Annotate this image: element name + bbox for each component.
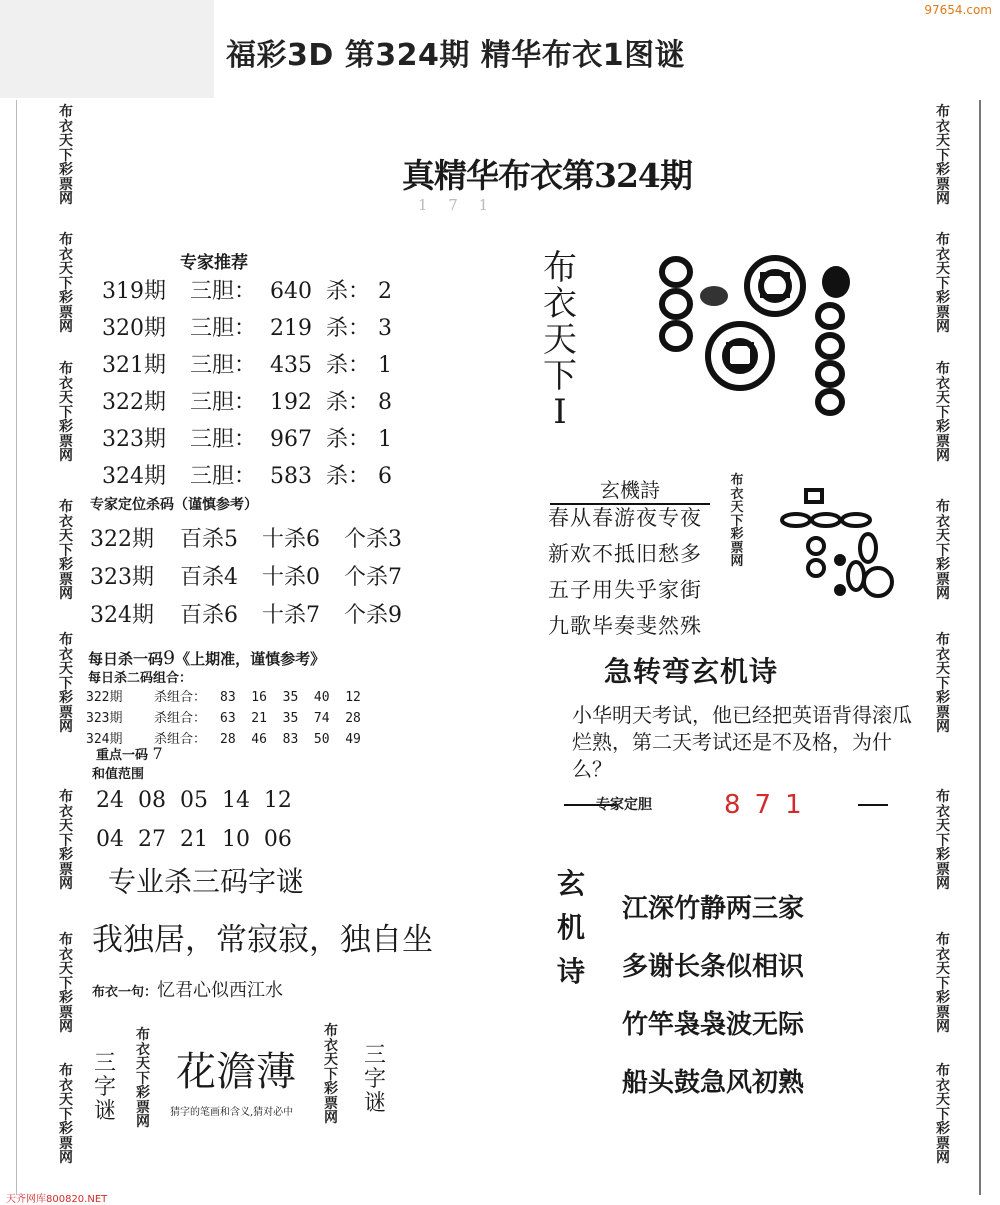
daily-kill-combos: 28 46 83 50 49 <box>220 732 361 747</box>
expert-row-nums: 967 <box>270 427 312 452</box>
watermark-stack-left: 布 衣 天 下 彩 票 网 <box>59 232 73 335</box>
three-char-note: 猜字的笔画和含义,猜对必中 <box>170 1107 294 1118</box>
expert-row <box>102 348 392 379</box>
key-code-label: 重点一码 <box>96 748 149 763</box>
watermark-stack-right: 布 衣 天 下 彩 票 网 <box>936 789 950 892</box>
daily-kill-row <box>86 707 361 726</box>
daily-kill-row <box>86 686 361 705</box>
watermark-stack-right: 布 衣 天 下 彩 票 网 <box>936 104 950 207</box>
three-char-answer: 花澹薄 <box>176 1049 296 1095</box>
coin-puzzle-image-2 <box>776 486 906 606</box>
expert-row-kill: 3 <box>378 316 392 341</box>
sum-range-row-1: 24 08 05 14 12 <box>96 788 292 813</box>
xuanji-poem-line: 船头鼓急风初熟 <box>622 1068 805 1098</box>
position-kill-row <box>90 522 402 553</box>
watermark-stack-left: 布 衣 天 下 彩 票 网 <box>59 104 73 207</box>
daily-kill-one-note: 《上期准，谨慎参考》 <box>175 650 326 668</box>
expert-title: 专家推荐 <box>180 253 248 273</box>
position-kill-period: 323期 <box>90 565 154 590</box>
expert-row-nums: 640 <box>270 279 312 304</box>
watermark-stack-right: 布 衣 天 下 彩 票 网 <box>936 232 950 335</box>
footer-mark[interactable]: 天齐网库800820.NET <box>6 1194 108 1205</box>
position-kill-period: 322期 <box>90 527 154 552</box>
daily-kill-combos: 63 21 35 74 28 <box>220 711 361 726</box>
three-char-label-left: 三 字 谜 <box>93 1051 116 1124</box>
expert-dan-label: 专家定胆 <box>596 797 652 813</box>
expert-row-nums: 435 <box>270 353 312 378</box>
expert-row <box>102 385 392 416</box>
watermark-stack-right: 布 衣 天 下 彩 票 网 <box>936 361 950 464</box>
coin-puzzle-image <box>650 238 880 423</box>
expert-row <box>102 274 392 305</box>
daily-kill-period: 323期 <box>86 711 123 726</box>
daily-kill-one-value: 9 <box>163 647 176 669</box>
expert-row-kill: 1 <box>378 427 392 452</box>
expert-row-kill: 8 <box>378 390 392 415</box>
expert-row-label: 三胆： <box>190 316 257 341</box>
expert-row-kill-label: 杀： <box>326 316 371 341</box>
expert-dan-digits: 871 <box>724 790 816 820</box>
daily-kill-period: 322期 <box>86 690 123 705</box>
xuanji-poem-vertical-label: 玄 机 诗 <box>556 867 585 988</box>
teaser-title: 急转弯玄机诗 <box>604 655 779 688</box>
xuanji-line: 春从春游夜专夜 <box>548 506 702 530</box>
inner-watermark-left: 布 衣 天 下 彩 票 网 <box>136 1027 150 1130</box>
divider-right <box>858 804 888 806</box>
expert-row-period: 323期 <box>102 427 166 452</box>
site-badge[interactable]: 97654.com <box>920 2 996 18</box>
watermark-stack-left: 布 衣 天 下 彩 票 网 <box>59 632 73 735</box>
position-kill-bai: 百杀6 <box>180 603 238 628</box>
expert-row-nums: 219 <box>270 316 312 341</box>
xuanji-poem-line: 江深竹静两三家 <box>622 894 805 924</box>
xuanji-title: 玄機詩 <box>550 474 710 505</box>
daily-kill-label: 杀组合： <box>154 690 207 705</box>
position-kill-ge: 个杀7 <box>344 565 402 590</box>
riddle-line: 我独居，常寂寂，独自坐 <box>92 922 433 958</box>
expert-row-period: 319期 <box>102 279 166 304</box>
watermark-stack-left: 布 衣 天 下 彩 票 网 <box>59 1063 73 1166</box>
position-kill-shi: 十杀7 <box>262 603 320 628</box>
riddle-title: 专业杀三码字谜 <box>108 865 305 898</box>
expert-row-nums: 583 <box>270 464 312 489</box>
buyi-sentence-label: 布衣一句： <box>92 985 158 1000</box>
xuanji-line: 新欢不抵旧愁多 <box>548 542 702 566</box>
expert-row-kill: 6 <box>378 464 392 489</box>
expert-row-period: 320期 <box>102 316 166 341</box>
position-kill-row <box>90 560 402 591</box>
watermark-stack-right: 布 衣 天 下 彩 票 网 <box>936 1063 950 1166</box>
expert-row-kill: 2 <box>378 279 392 304</box>
inner-watermark-right: 布 衣 天 下 彩 票 网 <box>324 1023 338 1126</box>
sheet-title: 真精华布衣第324期 <box>402 156 692 195</box>
page-title: 福彩3D 第324期 精华布衣1图谜 <box>226 38 686 73</box>
expert-row-label: 三胆： <box>190 464 257 489</box>
inner-watermark-xuanji: 布 衣 天 下 彩 票 网 <box>730 473 744 569</box>
expert-row-nums: 192 <box>270 390 312 415</box>
expert-row-kill-label: 杀： <box>326 427 371 452</box>
xuanji-line: 九歌毕奏斐然殊 <box>548 614 702 638</box>
daily-kill-one <box>88 647 325 669</box>
sum-range-row-2: 04 27 21 10 06 <box>96 827 292 852</box>
position-kill-ge: 个杀9 <box>344 603 402 628</box>
key-code <box>96 744 163 763</box>
daily-kill-label: 杀组合： <box>154 711 207 726</box>
expert-row-kill-label: 杀： <box>326 279 371 304</box>
buyi-sentence <box>92 976 283 1002</box>
daily-kill-two-title: 每日杀二码组合： <box>88 671 193 686</box>
expert-row-kill-label: 杀： <box>326 390 371 415</box>
expert-row <box>102 311 392 342</box>
expert-row <box>102 459 392 490</box>
expert-row-label: 三胆： <box>190 427 257 452</box>
buyi-sentence-text: 忆君心似西江水 <box>157 980 284 1001</box>
position-kill-row <box>90 598 402 629</box>
daily-kill-period: 324期 <box>86 732 123 747</box>
watermark-stack-left: 布 衣 天 下 彩 票 网 <box>59 361 73 464</box>
watermark-stack-right: 布 衣 天 下 彩 票 网 <box>936 499 950 602</box>
position-kill-bai: 百杀4 <box>180 565 238 590</box>
faint-numbers: 1 7 1 <box>418 196 497 214</box>
watermark-stack-right: 布 衣 天 下 彩 票 网 <box>936 932 950 1035</box>
watermark-stack-left: 布 衣 天 下 彩 票 网 <box>59 932 73 1035</box>
teaser-text: 小华明天考试，他已经把英语背得滚瓜烂熟，第二天考试还是不及格，为什么？ <box>572 703 912 781</box>
expert-row-kill-label: 杀： <box>326 353 371 378</box>
xuanji-poem-line: 竹竿袅袅波无际 <box>622 1010 805 1040</box>
watermark-stack-right: 布 衣 天 下 彩 票 网 <box>936 632 950 735</box>
position-kill-ge: 个杀3 <box>344 527 402 552</box>
position-kill-shi: 十杀6 <box>262 527 320 552</box>
watermark-stack-left: 布 衣 天 下 彩 票 网 <box>59 499 73 602</box>
three-char-label-right: 三 字 谜 <box>363 1043 386 1116</box>
key-code-value: 7 <box>152 744 163 763</box>
expert-row-kill-label: 杀： <box>326 464 371 489</box>
position-kill-shi: 十杀0 <box>262 565 320 590</box>
position-kill-period: 324期 <box>90 603 154 628</box>
expert-row-label: 三胆： <box>190 279 257 304</box>
daily-kill-one-label: 每日杀一码 <box>88 650 164 668</box>
xuanji-line: 五子用失乎家街 <box>548 578 702 602</box>
xuanji-poem-line: 多谢长条似相识 <box>622 952 805 982</box>
expert-row <box>102 422 392 453</box>
header-left-panel <box>0 0 214 98</box>
expert-row-label: 三胆： <box>190 390 257 415</box>
daily-kill-combos: 83 16 35 40 12 <box>220 690 361 705</box>
buyi-vertical-text: 布 衣 天 下 I <box>543 248 577 432</box>
expert-row-period: 322期 <box>102 390 166 415</box>
sum-range-label: 和值范围 <box>92 767 145 782</box>
watermark-stack-left: 布 衣 天 下 彩 票 网 <box>59 789 73 892</box>
expert-row-period: 321期 <box>102 353 166 378</box>
expert-row-period: 324期 <box>102 464 166 489</box>
expert-row-kill: 1 <box>378 353 392 378</box>
position-kill-bai: 百杀5 <box>180 527 238 552</box>
daily-kill-label: 杀组合： <box>154 732 207 747</box>
position-kill-title: 专家定位杀码（谨慎参考） <box>90 497 258 513</box>
expert-row-label: 三胆： <box>190 353 257 378</box>
